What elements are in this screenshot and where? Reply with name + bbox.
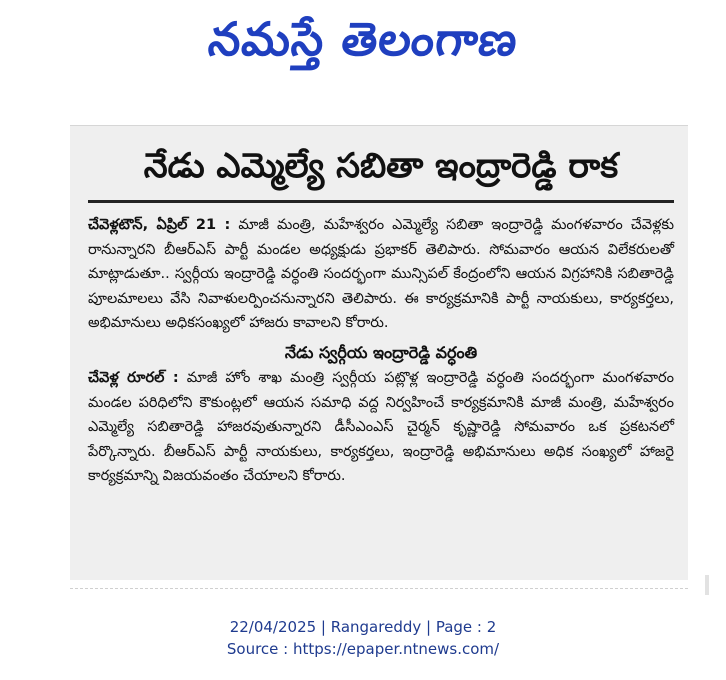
article-clipping [70, 125, 688, 580]
article-paragraph-2 [88, 366, 674, 489]
dateline-2: చేవెళ్ల రూరల్ : [88, 369, 179, 386]
headline-divider [88, 200, 674, 203]
footer-date-line: 22/04/2025 | Rangareddy | Page : 2 [229, 618, 497, 636]
masthead [0, 0, 726, 90]
article-subheading: నేడు స్వర్గీయ ఇంద్రారెడ్డి వర్ధంతి [284, 342, 478, 362]
footer-source-line: Source : https://epaper.ntnews.com/ [226, 640, 500, 658]
paragraph-1-text: మాజీ మంత్రి, మహేశ్వరం ఎమ్మెల్యే సబితా ఇంద్రారెడ్డి మంగళవారం చేవెళ్లకు రానున్నారని బీఆర్ఎస్ పార్టీ మండల అధ్యక్షుడు ప్రభాకర్ తెలిపారు. సోమవారం ఆయన విలేకరులతో మాట్లాడుతూ.. స్వర్గీయ ఇంద్రారెడ్డి వర్ధంతి సందర్భంగా మున్సిపల్ కేంద్రంలోని ఆయన విగ్రహానికి సబితారెడ్డి పూలమాలలు వేసి నివాళులర్పించనున్నారని తెలిపారు. ఈ కార్యక్రమానికి పార్టీ నాయకులు, కార్యకర్తలు, అభిమానులు అధికసంఖ్యలో హాజరు కావాలని కోరారు. [88, 217, 675, 332]
page-edge-mark [705, 575, 709, 595]
article-headline: నేడు ఎమ్మెల్యే సబితా ఇంద్రారెడ్డి రాక [143, 146, 619, 186]
source-footer [0, 616, 726, 660]
paragraph-2-text: మాజీ హోం శాఖ మంత్రి స్వర్గీయ పట్లొళ్ల ఇంద్రారెడ్డి వర్ధంతి సందర్భంగా మంగళవారం మండల పరిధిలోని కౌకుంట్లలో ఆయన సమాధి వద్ద నిర్వహించే కార్యక్రమానికి మాజీ మంత్రి, మహేశ్వరం ఎమ్మెల్యే సబితారెడ్డి హాజరవుతున్నారని డీసీఎంఎస్ చైర్మన్ కృష్ణారెడ్డి సోమవారం ఒక ప్రకటనలో పేర్కొన్నారు. బీఆర్ఎస్ పార్టీ నాయకులు, కార్యకర్తలు, ఇంద్రారెడ్డి అభిమానులు అధిక సంఖ్యలో హాజరై కార్యక్రమాన్ని విజయవంతం చేయాలని కోరారు. [88, 369, 674, 485]
clipping-edge [70, 588, 688, 595]
article-paragraph-1 [88, 213, 674, 336]
dateline-1: చేవెళ్లటౌన్, ఏప్రిల్ 21 : [88, 217, 231, 233]
masthead-logo: నమస్తే తెలంగాణ [206, 12, 522, 66]
